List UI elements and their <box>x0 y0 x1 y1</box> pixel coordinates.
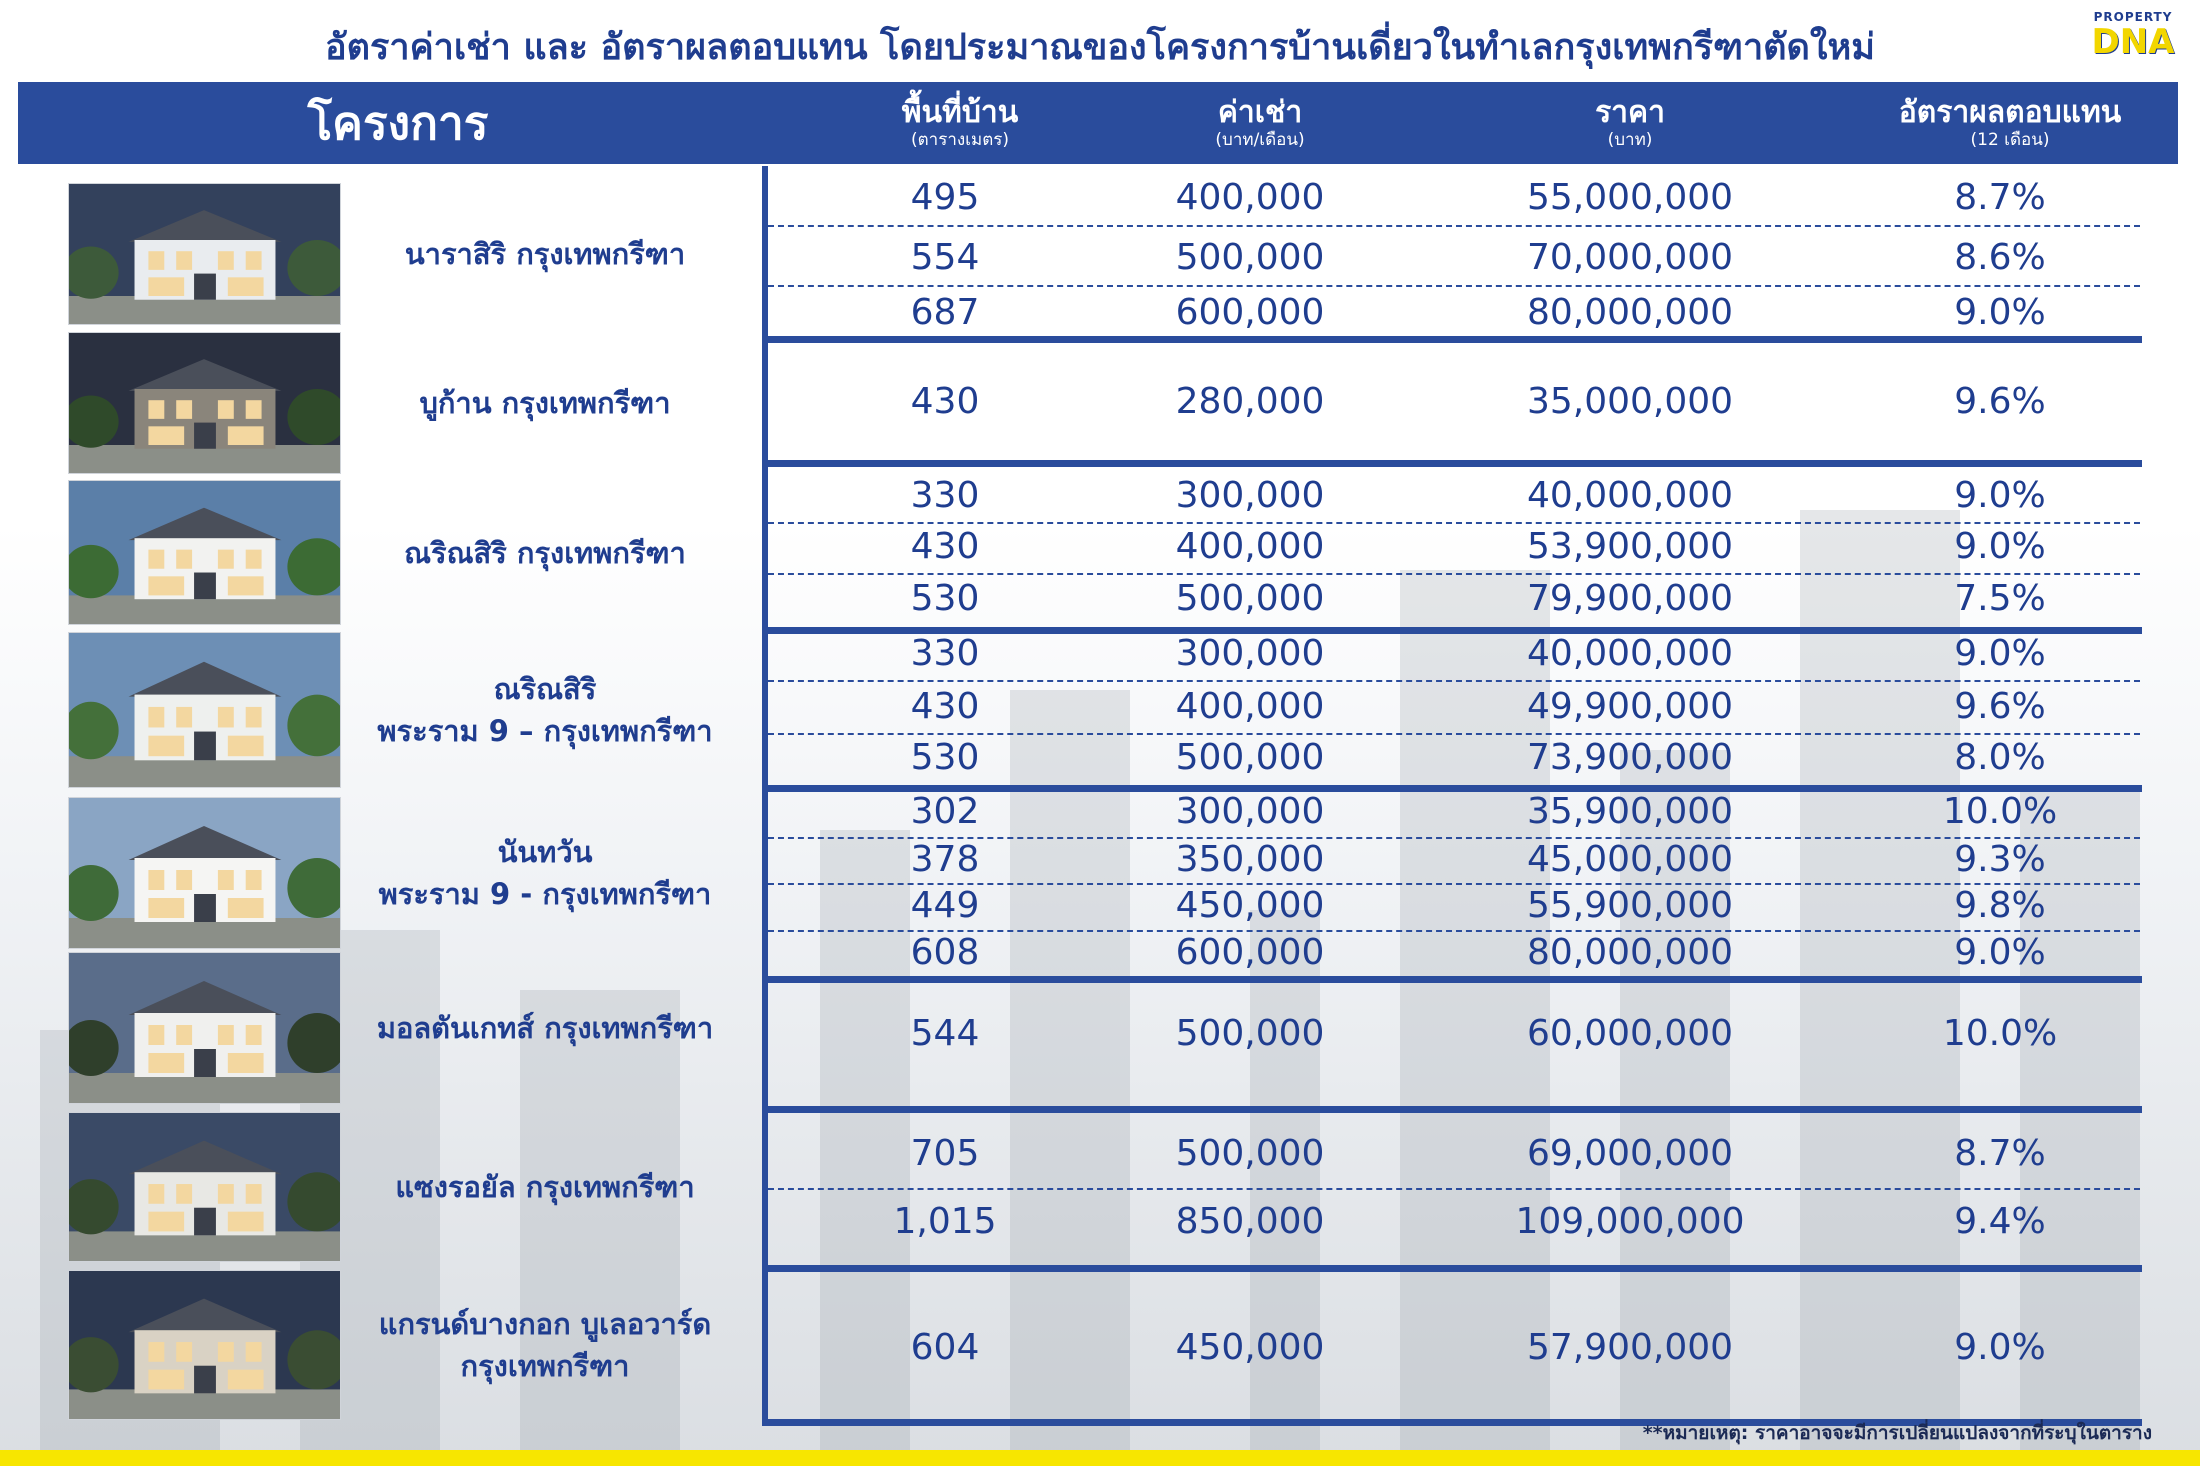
table-cell-rent: 500,000 <box>1175 737 1325 778</box>
project-photo <box>68 797 341 949</box>
header-area-label: พื้นที่บ้าน <box>901 95 1019 130</box>
table-cell-area: 530 <box>910 737 980 778</box>
logo-top-text: PROPERTY <box>2093 10 2173 24</box>
project-photo <box>68 632 341 788</box>
table-cell-yield: 8.7% <box>1954 1133 2046 1174</box>
project-name <box>350 632 740 788</box>
header-price <box>1500 82 1760 164</box>
project-photo <box>68 952 341 1104</box>
project-name <box>350 952 740 1104</box>
header-rent-label: ค่าเช่า <box>1217 95 1303 130</box>
page-title: อัตราค่าเช่า และ อัตราผลตอบแทน โดยประมาณของโครงการบ้านเดี่ยวในทำเลกรุงเทพกรีฑาตัดใหม่ <box>325 27 1875 68</box>
table-cell-yield: 9.6% <box>1954 686 2046 727</box>
project-name-line: นาราสิริ กรุงเทพกรีฑา <box>404 237 686 271</box>
table-cell-yield: 10.0% <box>1942 1013 2058 1054</box>
table-cell-rent: 300,000 <box>1175 791 1325 832</box>
table-cell-area: 530 <box>910 578 980 619</box>
table-cell-yield: 9.4% <box>1954 1201 2046 1242</box>
header-area <box>830 82 1090 164</box>
section-divider <box>762 976 2142 983</box>
table-cell-price: 80,000,000 <box>1526 292 1734 333</box>
table-cell-price: 35,000,000 <box>1526 381 1734 422</box>
table-cell-price: 53,900,000 <box>1526 526 1734 567</box>
header-project <box>178 82 618 164</box>
table-cell-price: 79,900,000 <box>1526 578 1734 619</box>
row-divider <box>768 680 2140 682</box>
table-cell-yield: 9.0% <box>1954 292 2046 333</box>
header-area-unit: (ตารางเมตร) <box>910 130 1009 150</box>
table-cell-area: 495 <box>910 177 980 218</box>
table-cell-price: 45,000,000 <box>1526 839 1734 880</box>
table-cell-rent: 300,000 <box>1175 475 1325 516</box>
table-cell-rent: 500,000 <box>1175 237 1325 278</box>
project-name-line: แกรนด์บางกอก บูเลอวาร์ด <box>378 1307 712 1341</box>
table-cell-price: 80,000,000 <box>1526 932 1734 973</box>
table-cell-area: 604 <box>910 1327 980 1368</box>
header-rent <box>1130 82 1390 164</box>
table-cell-area: 430 <box>910 381 980 422</box>
table-vertical-divider <box>762 166 768 1426</box>
section-divider <box>762 460 2142 467</box>
table-cell-yield: 9.0% <box>1954 1327 2046 1368</box>
table-cell-yield: 9.0% <box>1954 475 2046 516</box>
table-cell-price: 55,900,000 <box>1526 885 1734 926</box>
table-cell-rent: 300,000 <box>1175 633 1325 674</box>
table-cell-area: 378 <box>910 839 980 880</box>
table-cell-price: 40,000,000 <box>1526 475 1734 516</box>
table-cell-yield: 9.6% <box>1954 381 2046 422</box>
project-name-line: บูก้าน กรุงเทพกรีฑา <box>419 386 671 420</box>
table-cell-area: 608 <box>910 932 980 973</box>
project-name <box>350 183 740 325</box>
header-yield-label: อัตราผลตอบแทน <box>1898 95 2122 130</box>
header-yield <box>1850 82 2170 164</box>
section-divider <box>762 1265 2142 1272</box>
table-cell-price: 73,900,000 <box>1526 737 1734 778</box>
table-cell-rent: 280,000 <box>1175 381 1325 422</box>
project-name-line: พระราม 9 - กรุงเทพกรีฑา <box>378 877 712 911</box>
table-cell-yield: 9.0% <box>1954 932 2046 973</box>
table-cell-yield: 7.5% <box>1954 578 2046 619</box>
header-yield-unit: (12 เดือน) <box>1970 130 2050 150</box>
project-name <box>350 480 740 625</box>
table-cell-yield: 9.8% <box>1954 885 2046 926</box>
project-name-line: แซงรอยัล กรุงเทพกรีฑา <box>395 1170 695 1204</box>
table-cell-yield: 10.0% <box>1942 791 2058 832</box>
table-cell-price: 57,900,000 <box>1526 1327 1734 1368</box>
table-cell-price: 60,000,000 <box>1526 1013 1734 1054</box>
project-photo <box>68 1270 341 1420</box>
table-cell-rent: 500,000 <box>1175 578 1325 619</box>
table-cell-area: 430 <box>910 526 980 567</box>
table-cell-price: 69,000,000 <box>1526 1133 1734 1174</box>
table-cell-area: 705 <box>910 1133 980 1174</box>
row-divider <box>768 930 2140 932</box>
row-divider <box>768 573 2140 575</box>
project-name-line: พระราม 9 – กรุงเทพกรีฑา <box>377 714 713 748</box>
project-name <box>350 1270 740 1420</box>
table-cell-area: 330 <box>910 633 980 674</box>
header-price-unit: (บาท) <box>1607 130 1653 150</box>
table-cell-price: 109,000,000 <box>1515 1201 1745 1242</box>
table-cell-price: 55,000,000 <box>1526 177 1734 218</box>
project-name <box>350 1112 740 1262</box>
table-cell-yield: 9.3% <box>1954 839 2046 880</box>
table-cell-rent: 400,000 <box>1175 177 1325 218</box>
table-cell-area: 330 <box>910 475 980 516</box>
header-price-label: ราคา <box>1595 95 1665 130</box>
table-cell-rent: 400,000 <box>1175 686 1325 727</box>
table-cell-rent: 450,000 <box>1175 885 1325 926</box>
project-name-line: นันทวัน <box>497 835 593 869</box>
project-name-line: มอลตันเกทส์ กรุงเทพกรีฑา <box>376 1011 714 1045</box>
row-divider <box>768 522 2140 524</box>
project-photo <box>68 183 341 325</box>
row-divider <box>768 225 2140 227</box>
table-cell-yield: 9.0% <box>1954 526 2046 567</box>
table-cell-price: 49,900,000 <box>1526 686 1734 727</box>
project-name-line: ณริณสิริ <box>493 672 597 706</box>
header-project-label: โครงการ <box>307 96 489 150</box>
table-header <box>18 82 2178 164</box>
table-cell-rent: 500,000 <box>1175 1013 1325 1054</box>
logo-bottom-text: DNA <box>2091 22 2175 62</box>
project-name <box>350 797 740 949</box>
footer-accent-bar <box>0 1450 2200 1466</box>
project-name <box>350 332 740 474</box>
table-cell-area: 687 <box>910 292 980 333</box>
table-cell-rent: 400,000 <box>1175 526 1325 567</box>
table-cell-rent: 500,000 <box>1175 1133 1325 1174</box>
project-photo <box>68 332 341 474</box>
table-cell-yield: 9.0% <box>1954 633 2046 674</box>
table-cell-rent: 450,000 <box>1175 1327 1325 1368</box>
table-cell-area: 302 <box>910 791 980 832</box>
project-photo <box>68 480 341 625</box>
project-photo <box>68 1112 341 1262</box>
row-divider <box>768 883 2140 885</box>
table-cell-price: 70,000,000 <box>1526 237 1734 278</box>
project-name-line: กรุงเทพกรีฑา <box>460 1349 630 1383</box>
table-cell-rent: 350,000 <box>1175 839 1325 880</box>
table-cell-price: 40,000,000 <box>1526 633 1734 674</box>
table-cell-yield: 8.0% <box>1954 737 2046 778</box>
footnote: **หมายเหตุ: ราคาอาจจะมีการเปลี่ยนแปลงจากที่ระบุในตาราง <box>1642 1422 2152 1444</box>
section-divider <box>762 336 2142 343</box>
table-cell-rent: 600,000 <box>1175 292 1325 333</box>
table-cell-area: 1,015 <box>893 1201 997 1242</box>
table-cell-area: 430 <box>910 686 980 727</box>
header-rent-unit: (บาท/เดือน) <box>1215 130 1305 150</box>
row-divider <box>768 733 2140 735</box>
table-cell-area: 544 <box>910 1013 980 1054</box>
table-cell-yield: 8.7% <box>1954 177 2046 218</box>
row-divider <box>768 837 2140 839</box>
table-cell-area: 449 <box>910 885 980 926</box>
property-dna-logo <box>2078 10 2188 70</box>
table-cell-price: 35,900,000 <box>1526 791 1734 832</box>
row-divider <box>768 1188 2140 1190</box>
table-cell-rent: 850,000 <box>1175 1201 1325 1242</box>
table-cell-rent: 600,000 <box>1175 932 1325 973</box>
table-cell-yield: 8.6% <box>1954 237 2046 278</box>
section-divider <box>762 1106 2142 1113</box>
project-name-line: ณริณสิริ กรุงเทพกรีฑา <box>404 535 686 570</box>
row-divider <box>768 285 2140 287</box>
table-cell-area: 554 <box>910 237 980 278</box>
